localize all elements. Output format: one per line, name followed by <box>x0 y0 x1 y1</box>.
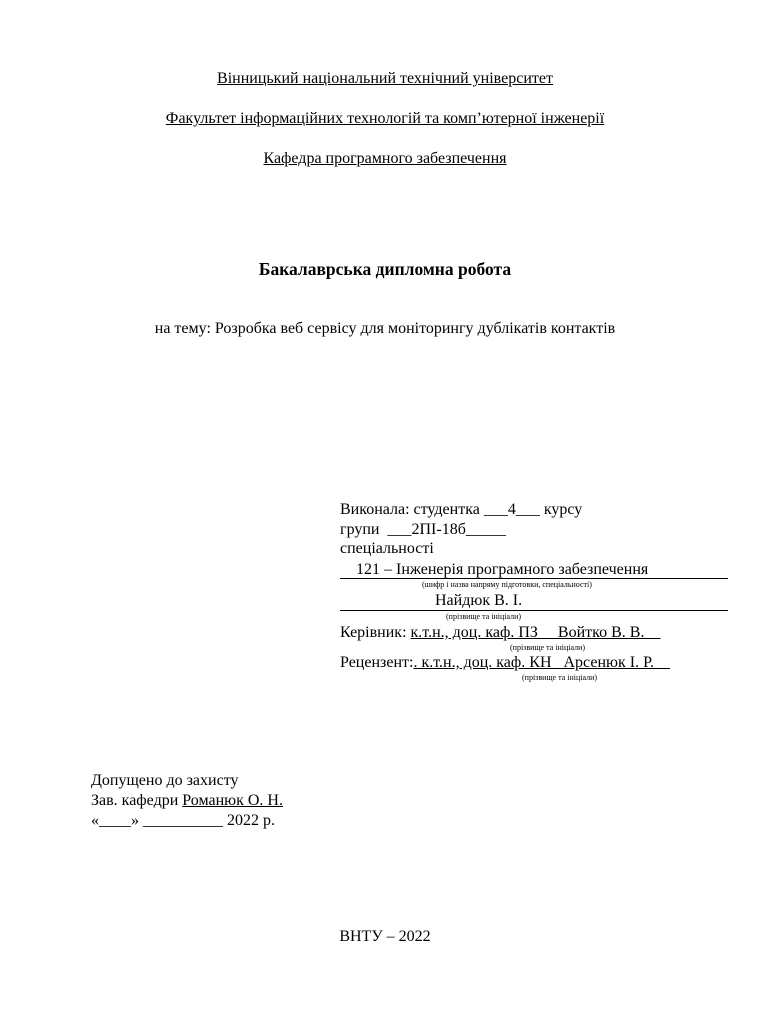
reviewer-label: Рецензент: <box>340 654 414 671</box>
specialty-caption: (шифр і назва напряму підготовки, спеціальності) <box>422 580 592 589</box>
head-label: Зав. кафедри <box>91 792 183 809</box>
university-name: Вінницький національний технічний університет <box>217 70 553 87</box>
group-line: групи ___2ПІ-18б_____ <box>340 521 506 538</box>
reviewer-caption: (прізвище та ініціали) <box>522 673 598 682</box>
department-name: Кафедра програмного забезпечення <box>263 150 507 167</box>
thesis-topic: на тему: Розробка веб сервісу для моніторингу дублікатів контактів <box>154 320 616 337</box>
reviewer-value: . к.т.н., доц. каф. КН Арсенюк І. Р. <box>413 654 670 671</box>
specialty-underline <box>340 578 728 579</box>
name-underline <box>340 610 728 611</box>
supervisor-value: к.т.н., доц. каф. ПЗ Войтко В. В. <box>410 624 661 641</box>
specialty-value: 121 – Інженерія програмного забезпечення <box>356 561 649 578</box>
document-title: Бакалаврська дипломна робота <box>258 259 512 279</box>
head-name: Романюк О. Н. <box>182 792 283 809</box>
name-caption: (прізвище та ініціали) <box>446 612 522 621</box>
supervisor-caption: (прізвище та ініціали) <box>510 643 586 652</box>
reviewer-line <box>340 654 670 672</box>
approval-date-line: «____» __________ 2022 р. <box>91 812 275 829</box>
supervisor-label: Керівник: <box>340 624 411 641</box>
approval-line: Допущено до захисту <box>91 772 239 789</box>
supervisor-line <box>340 624 660 642</box>
student-name: Найдюк В. І. <box>435 592 523 609</box>
footer-place-year: ВНТУ – 2022 <box>339 928 431 945</box>
faculty-name: Факультет інформаційних технологій та комп’ютерної інженерії <box>165 110 605 127</box>
specialty-label: спеціальності <box>340 540 434 557</box>
head-of-department-line <box>91 792 283 810</box>
student-line: Виконала: студентка ___4___ курсу <box>340 501 583 518</box>
